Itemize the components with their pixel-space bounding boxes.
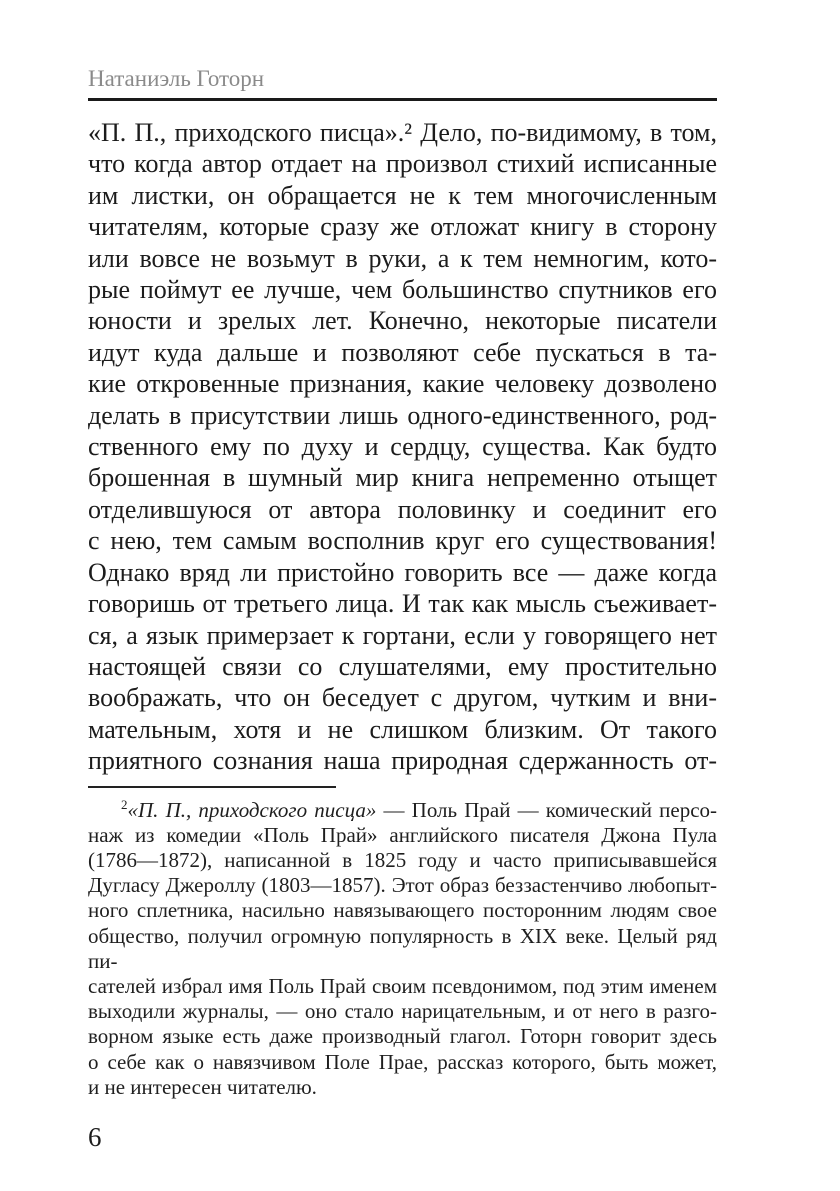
page-number: 6: [88, 1121, 102, 1152]
text-line: «П. П., приходского писца».² Дело, по-видимому, в том,: [88, 118, 717, 147]
text-line: о себе как о навязчивом Поле Прае, рассказ которого, быть может,: [88, 1049, 717, 1074]
text-line: что когда автор отдает на произвол стихий исписанные: [88, 149, 717, 179]
footnote-italic-title: «П. П., приходского писца»: [127, 797, 377, 822]
text-line: воображать, что он беседует с другом, чутким и вни-: [88, 683, 717, 713]
text-line: Однако вряд ли пристойно говорить все — даже когда: [88, 557, 717, 587]
footnote-first-line-rest: — Поль Прай — комический персо-: [376, 797, 718, 822]
text-line: отделившуюся от автора половинку и соединит его: [88, 494, 717, 524]
text-line: и не интересен читателю.: [88, 1074, 317, 1099]
text-line: сателей избрал имя Поль Прай своим псевдонимом, под этим именем: [88, 973, 717, 998]
text-line: идут куда дальше и позволяют себе пускаться в та-: [88, 337, 717, 367]
footnote-text: [88, 823, 717, 1100]
footnote: [88, 798, 717, 1100]
text-line: юности и зрелых лет. Конечно, некоторые писатели: [88, 306, 717, 336]
text-line: выходили журналы, — оно стало нарицательным, и от него в разго-: [88, 999, 717, 1024]
text-line: приятного сознания наша природная сдержанность от-: [88, 746, 717, 776]
footnote-separator: [88, 786, 336, 788]
footnote-first-line: [88, 798, 717, 823]
text-line: наж из комедии «Поль Прай» английского писателя Джона Пула: [88, 822, 717, 847]
author-name: Натаниэль Готорн: [88, 66, 265, 91]
text-line: им листки, он обращается не к тем многочисленным: [88, 180, 717, 210]
text-line: читателям, которые сразу же отложат книгу в сторону: [88, 212, 717, 242]
text-line: Дугласу Джероллу (1803—1857). Этот образ беззастенчиво любопыт-: [88, 873, 717, 898]
body-text: [88, 117, 717, 777]
text-line: настоящей связи со слушателями, ему простительно: [88, 651, 717, 681]
text-line: ственного ему по духу и сердцу, существа. Как будто: [88, 432, 717, 462]
text-line: (1786—1872), написанной в 1825 году и часто приписывавшейся: [88, 847, 717, 872]
text-line: общество, получил огромную популярность в XIX веке. Целый ряд пи-: [88, 923, 717, 973]
text-line: кие откровенные признания, какие человеку дозволено: [88, 369, 717, 399]
text-line: делать в присутствии лишь одного-единственного, род-: [88, 400, 717, 430]
text-line: мательным, хотя и не слишком близким. От такого: [88, 714, 717, 744]
text-line: брошенная в шумный мир книга непременно отыщет: [88, 463, 717, 493]
text-line: ся, а язык примерзает к гортани, если у говорящего нет: [88, 620, 717, 650]
running-header: [88, 64, 717, 101]
text-line: ного сплетника, насильно навязывающего посторонним людям свое: [88, 898, 717, 923]
footnote-marker: 2: [121, 796, 128, 812]
text-line: с нею, тем самым восполнив круг его существования!: [88, 526, 717, 556]
text-line: говоришь от третьего лица. И так как мысль съеживает-: [88, 589, 717, 619]
text-line: ворном языке есть даже производный глагол. Готорн говорит здесь: [88, 1024, 717, 1049]
text-line: рые поймут ее лучше, чем большинство спутников его: [88, 275, 717, 305]
text-line: или вовсе не возьмут в руки, а к тем немногим, кото-: [88, 243, 717, 273]
